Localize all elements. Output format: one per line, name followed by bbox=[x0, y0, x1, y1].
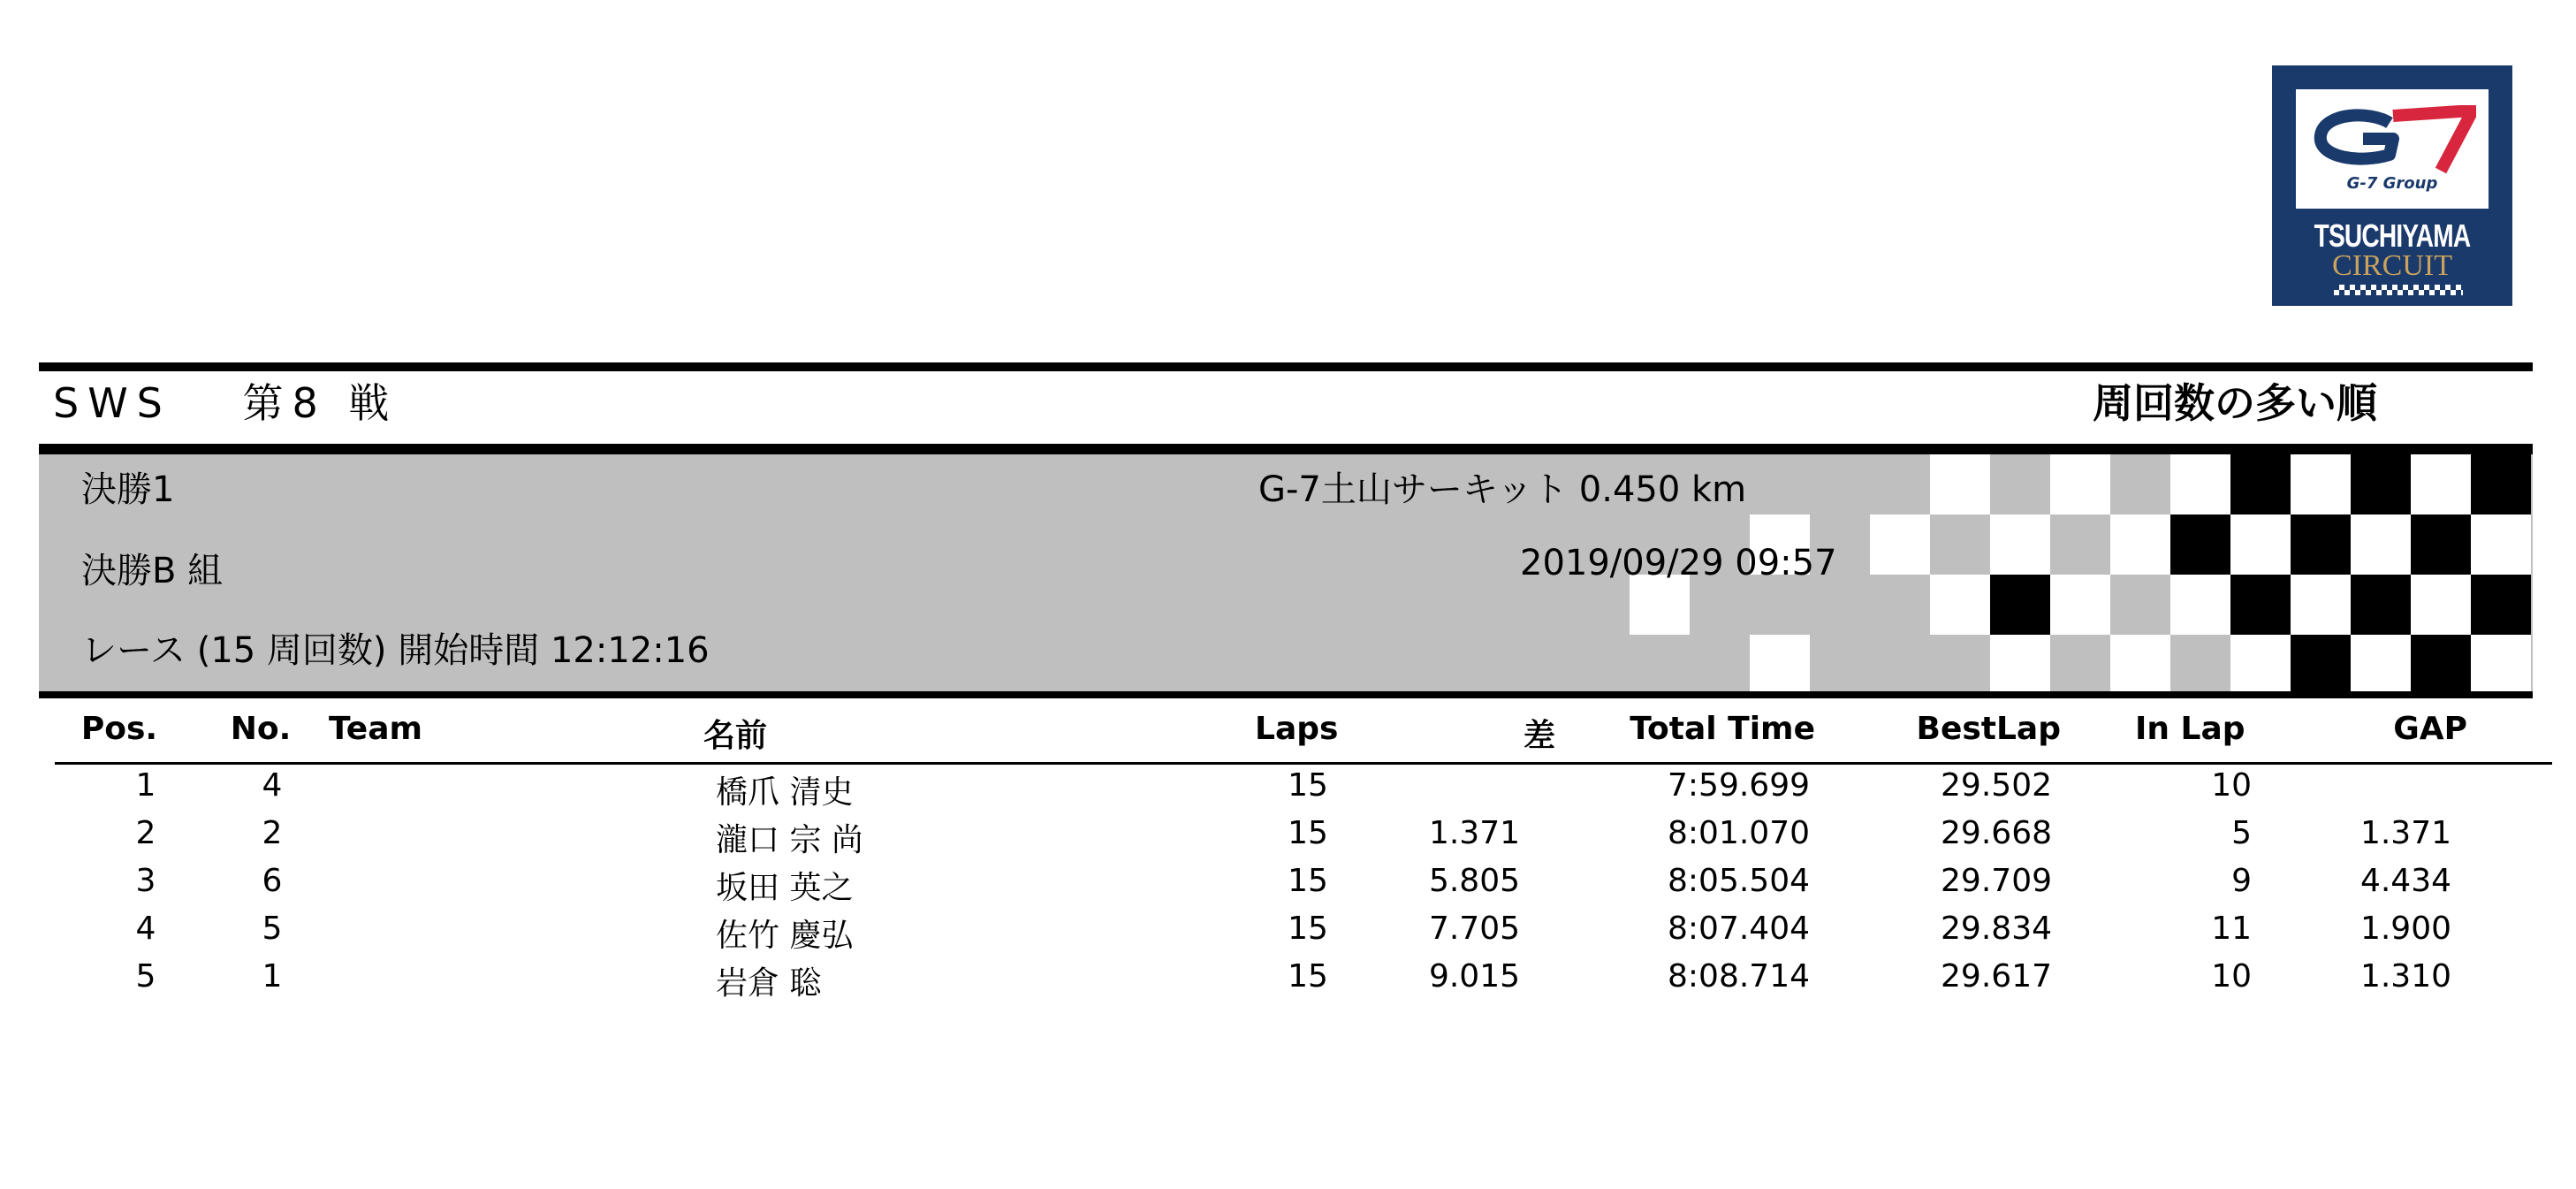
checker-square bbox=[2110, 514, 2170, 575]
checker-square bbox=[2170, 514, 2230, 575]
checker-square bbox=[2230, 514, 2291, 575]
g7-mark-icon bbox=[2308, 105, 2476, 176]
cell-gap: 1.371 bbox=[2359, 815, 2451, 851]
checker-square bbox=[1990, 514, 2050, 575]
table-row bbox=[0, 767, 2576, 815]
column-header-laps: Laps bbox=[1255, 711, 1339, 747]
checker-square bbox=[2291, 575, 2351, 635]
checker-square bbox=[2291, 514, 2351, 575]
checker-square bbox=[2291, 454, 2351, 514]
cell-best-lap: 29.502 bbox=[1941, 767, 2052, 804]
checker-square bbox=[2471, 454, 2531, 514]
checker-square bbox=[2170, 575, 2230, 635]
cell-best-lap: 29.709 bbox=[1941, 863, 2052, 899]
checker-square bbox=[2411, 514, 2471, 575]
checker-square bbox=[2471, 635, 2531, 691]
checker-square bbox=[2411, 454, 2471, 514]
cell-in-lap: 10 bbox=[2211, 958, 2252, 995]
table-row bbox=[0, 815, 2576, 863]
cell-in-lap: 11 bbox=[2211, 911, 2252, 947]
report-datetime: 2019/09/29 09:57 bbox=[1520, 543, 1837, 583]
panel-top-rule bbox=[39, 444, 2533, 454]
cell-gap: 1.310 bbox=[2359, 958, 2451, 995]
cell-in-lap: 9 bbox=[2231, 863, 2252, 899]
cell-no: 2 bbox=[262, 815, 283, 851]
sort-order-label: 周回数の多い順 bbox=[2093, 379, 2377, 427]
checker-square bbox=[2230, 454, 2291, 514]
cell-no: 1 bbox=[262, 958, 283, 995]
session-label: 決勝1 bbox=[81, 469, 175, 510]
cell-no: 4 bbox=[262, 767, 283, 804]
cell-diff: 5.805 bbox=[1428, 863, 1520, 899]
column-header-best-lap: BestLap bbox=[1916, 711, 2061, 747]
logo-name: TSUCHIYAMA bbox=[2314, 217, 2471, 254]
cell-gap: 1.900 bbox=[2359, 911, 2451, 947]
checker-square bbox=[2291, 635, 2351, 691]
cell-best-lap: 29.834 bbox=[1941, 911, 2052, 947]
checker-square bbox=[2471, 575, 2531, 635]
cell-best-lap: 29.668 bbox=[1941, 815, 2052, 851]
logo-subtitle: CIRCUIT bbox=[2332, 249, 2452, 282]
checker-square bbox=[2050, 454, 2110, 514]
cell-laps: 15 bbox=[1288, 958, 1328, 995]
cell-pos: 5 bbox=[135, 958, 156, 995]
cell-name: 佐竹 慶弘 bbox=[716, 918, 854, 954]
cell-name: 坂田 英之 bbox=[716, 870, 854, 906]
table-row bbox=[0, 958, 2576, 1006]
checker-square bbox=[2170, 454, 2230, 514]
cell-total-time: 8:05.504 bbox=[1668, 863, 1810, 899]
checker-square bbox=[2230, 635, 2291, 691]
checker-square bbox=[1990, 575, 2050, 635]
cell-total-time: 8:07.404 bbox=[1668, 911, 1810, 947]
column-header-diff: 差 bbox=[1523, 718, 1555, 754]
race-start-info: レース (15 周回数) 開始時間 12:12:16 bbox=[81, 630, 710, 671]
checker-square bbox=[2230, 575, 2291, 635]
cell-name: 橋爪 清史 bbox=[716, 774, 854, 811]
column-header-total-time: Total Time bbox=[1630, 711, 1815, 747]
header-underline bbox=[55, 762, 2552, 765]
checker-square bbox=[2351, 575, 2411, 635]
cell-diff: 9.015 bbox=[1428, 958, 1520, 995]
cell-total-time: 8:08.714 bbox=[1668, 958, 1810, 995]
logo-checker-strip bbox=[2334, 285, 2463, 295]
column-header-name: 名前 bbox=[703, 718, 768, 754]
cell-laps: 15 bbox=[1288, 815, 1328, 851]
column-header-pos: Pos. bbox=[80, 711, 158, 747]
race-info-panel bbox=[39, 454, 2533, 691]
checker-square bbox=[2471, 514, 2531, 575]
checker-square bbox=[1930, 575, 1990, 635]
cell-total-time: 7:59.699 bbox=[1668, 767, 1810, 804]
checker-square bbox=[2351, 454, 2411, 514]
column-header-team: Team bbox=[329, 711, 422, 747]
checkered-flag-pattern bbox=[39, 454, 2533, 691]
checker-square bbox=[1750, 635, 1810, 691]
tsuchiyama-circuit-logo bbox=[2272, 65, 2512, 306]
column-header-no: No. bbox=[230, 711, 292, 747]
cell-diff: 7.705 bbox=[1428, 911, 1520, 947]
logo-white-panel bbox=[2296, 89, 2489, 209]
cell-in-lap: 10 bbox=[2211, 767, 2252, 804]
checker-square bbox=[2110, 635, 2170, 691]
column-header-in-lap: In Lap bbox=[2135, 711, 2245, 747]
group-label: 決勝B 組 bbox=[81, 551, 224, 591]
checker-square bbox=[1870, 514, 1930, 575]
table-row bbox=[0, 863, 2576, 911]
checker-square bbox=[1930, 454, 1990, 514]
cell-laps: 15 bbox=[1288, 767, 1328, 804]
cell-pos: 3 bbox=[135, 863, 156, 899]
cell-name: 岩倉 聡 bbox=[716, 965, 822, 1002]
cell-diff: 1.371 bbox=[1428, 815, 1520, 851]
cell-pos: 4 bbox=[135, 911, 156, 947]
panel-bottom-rule bbox=[39, 691, 2533, 698]
table-row bbox=[0, 911, 2576, 958]
checker-square bbox=[2050, 575, 2110, 635]
cell-name: 瀧口 宗 尚 bbox=[716, 822, 863, 858]
column-header-gap: GAP bbox=[2393, 711, 2467, 747]
cell-no: 5 bbox=[262, 911, 283, 947]
checker-square bbox=[2351, 514, 2411, 575]
cell-laps: 15 bbox=[1288, 911, 1328, 947]
event-title: SWS 第8 戦 bbox=[53, 379, 399, 427]
checker-square bbox=[1630, 575, 1690, 635]
checker-square bbox=[1990, 635, 2050, 691]
cell-laps: 15 bbox=[1288, 863, 1328, 899]
cell-pos: 2 bbox=[135, 815, 156, 851]
cell-gap: 4.434 bbox=[2359, 863, 2451, 899]
checker-square bbox=[2411, 635, 2471, 691]
cell-best-lap: 29.617 bbox=[1941, 958, 2052, 995]
cell-in-lap: 5 bbox=[2231, 815, 2252, 851]
top-rule bbox=[39, 362, 2533, 371]
cell-no: 6 bbox=[262, 863, 283, 899]
cell-total-time: 8:01.070 bbox=[1668, 815, 1810, 851]
cell-pos: 1 bbox=[135, 767, 156, 804]
circuit-info: G-7土山サーキット 0.450 km bbox=[1258, 469, 1747, 510]
checker-square bbox=[2411, 575, 2471, 635]
checker-square bbox=[2351, 635, 2411, 691]
logo-group-label: G-7 Group bbox=[2346, 174, 2438, 193]
